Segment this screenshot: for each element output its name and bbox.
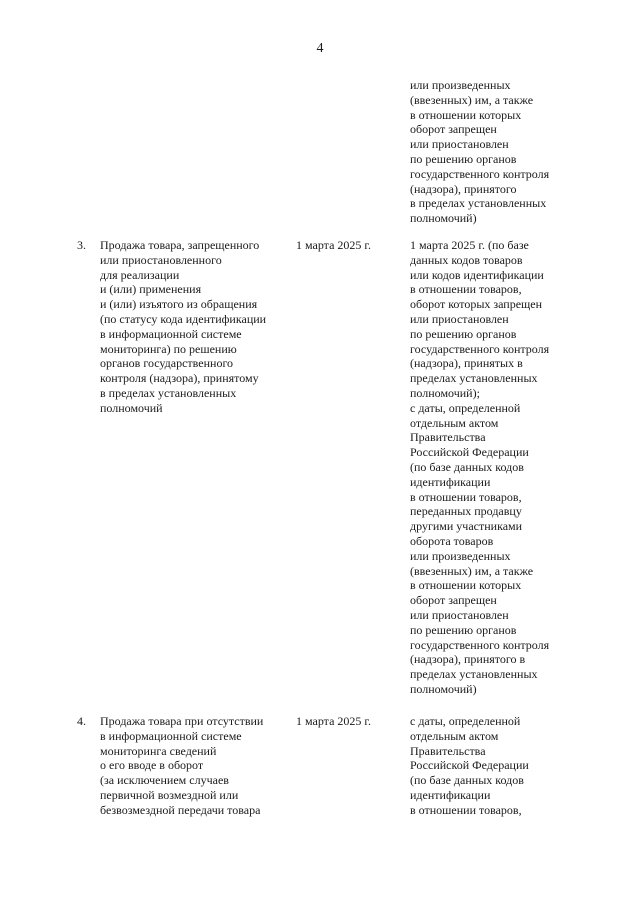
text-line: (надзора), принятых в — [410, 356, 523, 371]
text-line: или приостановлен — [410, 137, 509, 152]
text-line: (по базе данных кодов — [410, 459, 524, 474]
text-line: первичной возмездной или — [100, 787, 239, 802]
text-line: идентификации — [410, 787, 491, 802]
text-line: в отношении товаров, — [410, 282, 522, 297]
text-line: или приостановленного — [100, 252, 222, 267]
text-line: в пределах установленных — [410, 196, 547, 211]
text-line: (по статусу кода идентификации — [100, 311, 267, 326]
text-line: Российской Федерации — [410, 445, 529, 460]
text-line: государственного контроля — [410, 637, 550, 652]
text-line: органов государственного — [100, 356, 234, 371]
row-4-start-date: 1 марта 2025 г. — [296, 714, 371, 728]
text-line: Продажа товара при отсутствии — [100, 714, 264, 728]
text-line: оборот запрещен — [410, 122, 497, 137]
text-line: (по базе данных кодов — [410, 773, 524, 788]
text-line: (ввезенных) им, а также — [410, 563, 534, 578]
text-line: в отношении товаров, — [410, 802, 522, 817]
text-line: Правительства — [410, 430, 486, 445]
text-line: полномочий — [100, 400, 163, 415]
row-4-number: 4. — [77, 714, 86, 728]
text-line: в отношении которых — [410, 107, 522, 122]
text-line: полномочий) — [410, 211, 477, 226]
text-line: в информационной системе — [100, 728, 242, 743]
text-line: о его вводе в оборот — [100, 758, 204, 773]
row-3-number: 3. — [77, 238, 86, 252]
row-3-description — [100, 238, 266, 416]
text-line: данных кодов товаров — [410, 252, 523, 267]
text-line: отдельным актом — [410, 415, 499, 430]
text-line: или приостановлен — [410, 607, 509, 622]
text-line: государственного контроля — [410, 166, 550, 181]
text-line: (надзора), принятого в — [410, 652, 526, 667]
text-line: по решению органов — [410, 151, 517, 166]
text-line: безвозмездной передачи товара — [100, 802, 261, 817]
text-line: с даты, определенной — [410, 714, 521, 728]
text-line: Продажа товара, запрещенного — [100, 238, 260, 252]
row-4-applicability — [410, 714, 529, 818]
text-line: в пределах установленных — [100, 385, 237, 400]
text-line: оборота товаров — [410, 533, 494, 548]
text-line: мониторинга сведений — [100, 743, 217, 758]
text-line: или произведенных — [410, 78, 511, 92]
row-3-start-date: 1 марта 2025 г. — [296, 238, 371, 252]
text-line: оборот которых запрещен — [410, 297, 543, 312]
text-line: для реализации — [100, 267, 180, 282]
text-line: по решению органов — [410, 326, 517, 341]
text-line: полномочий); — [410, 385, 480, 400]
text-line: в отношении товаров, — [410, 489, 522, 504]
text-line: (надзора), принятого — [410, 181, 517, 196]
row-3-applicability — [410, 238, 549, 697]
text-line: (за исключением случаев — [100, 773, 229, 788]
text-line: (ввезенных) им, а также — [410, 92, 534, 107]
text-line: и (или) применения — [100, 282, 202, 297]
text-line: контроля (надзора), принятому — [100, 371, 259, 386]
row-4-description — [100, 714, 263, 818]
text-line: в отношении которых — [410, 578, 522, 593]
text-line: полномочий) — [410, 681, 477, 696]
text-line: с даты, определенной — [410, 400, 521, 415]
text-line: другими участниками — [410, 519, 523, 534]
text-line: пределах установленных — [410, 667, 538, 682]
text-line: Российской Федерации — [410, 758, 529, 773]
text-line: мониторинга) по решению — [100, 341, 237, 356]
text-line: в информационной системе — [100, 326, 242, 341]
text-line: или произведенных — [410, 548, 511, 563]
text-line: или приостановлен — [410, 311, 509, 326]
text-line: Правительства — [410, 743, 486, 758]
text-line: и (или) изъятого из обращения — [100, 297, 258, 312]
continuation-col3-text — [410, 78, 549, 226]
text-line: по решению органов — [410, 622, 517, 637]
page-number: 4 — [316, 41, 324, 56]
text-line: пределах установленных — [410, 371, 538, 386]
text-line: или кодов идентификации — [410, 267, 544, 282]
text-line: государственного контроля — [410, 341, 550, 356]
text-line: оборот запрещен — [410, 593, 497, 608]
text-line: отдельным актом — [410, 728, 499, 743]
text-line: 1 марта 2025 г. (по базе — [410, 238, 529, 252]
text-line: идентификации — [410, 474, 491, 489]
text-line: переданных продавцу — [410, 504, 522, 519]
